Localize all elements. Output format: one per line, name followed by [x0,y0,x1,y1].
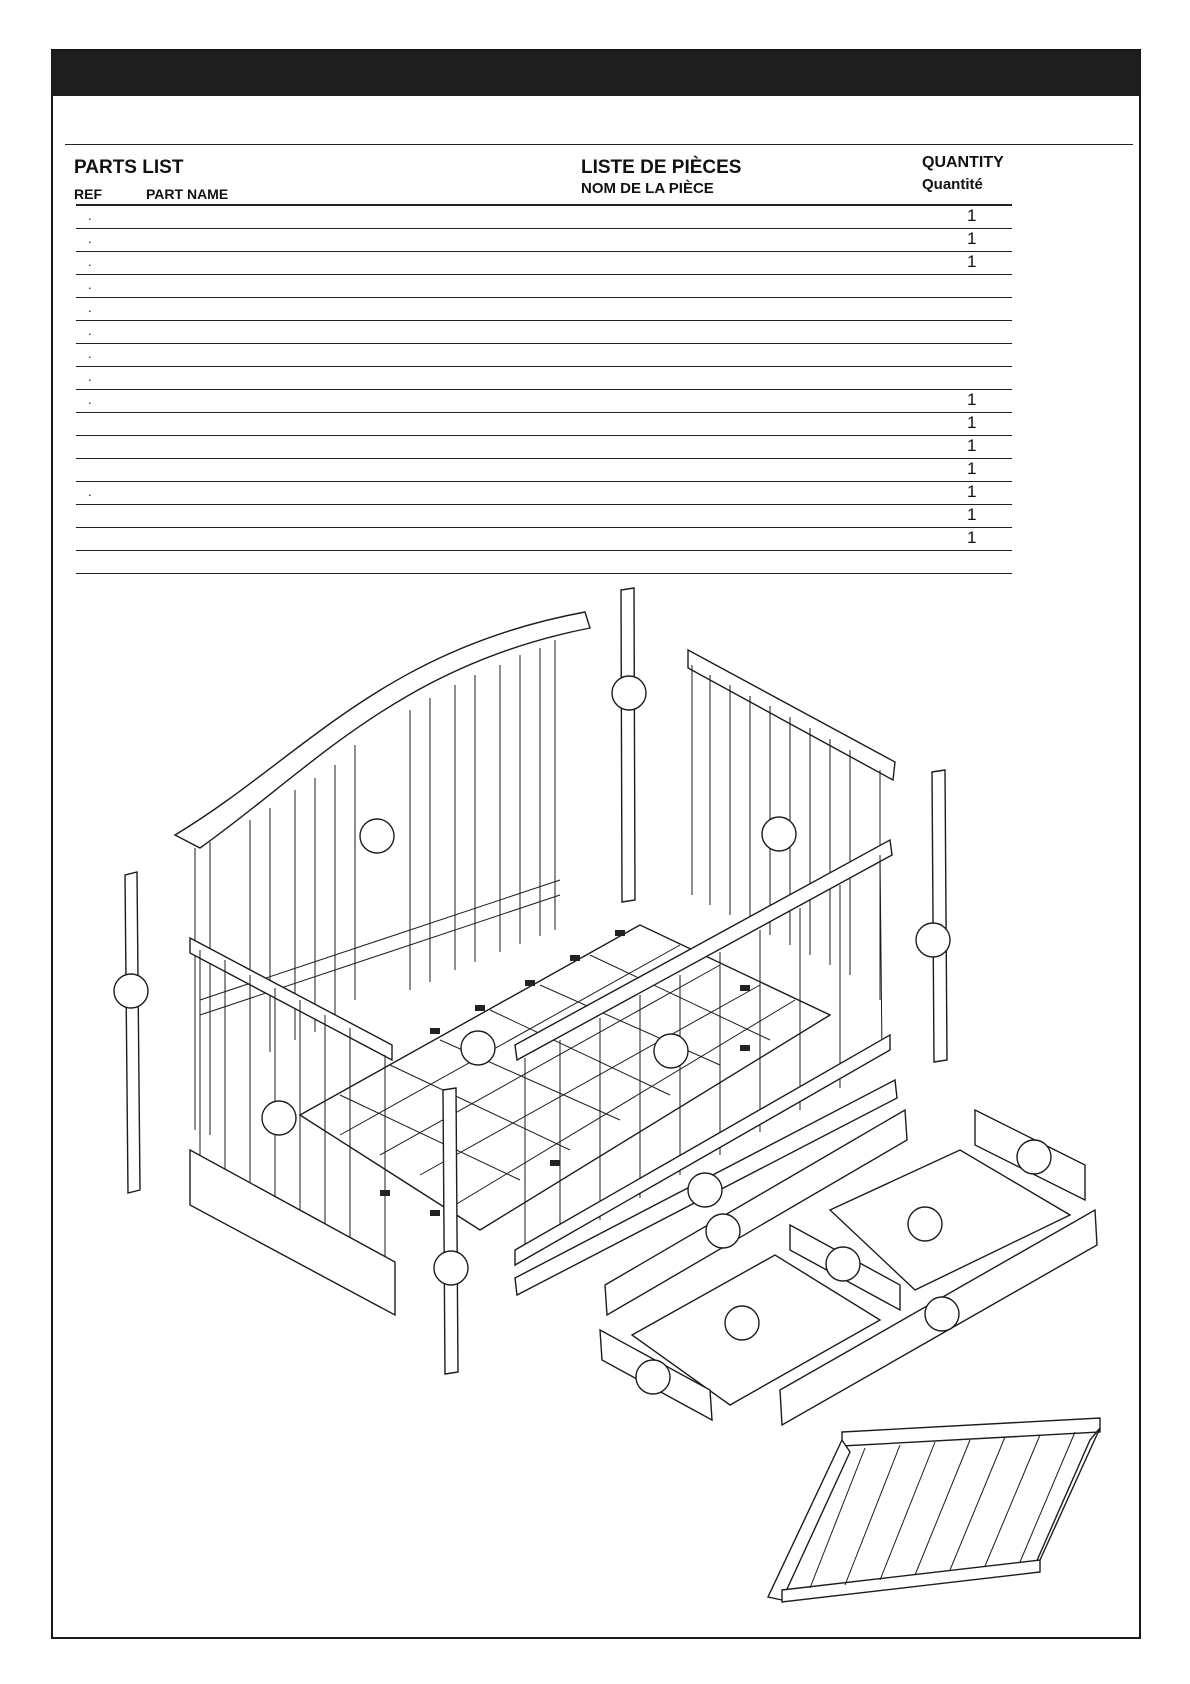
callout-circle [654,1034,688,1068]
row-quantity: 1 [967,413,977,432]
row-quantity: 1 [967,459,977,478]
part-name-column-header-fr: NOM DE LA PIÈCE [581,180,714,197]
row-ref: . [88,484,92,499]
callout-circle [925,1297,959,1331]
ref-column-header: REF [74,186,102,202]
right-post [932,770,947,1062]
callout-circle [725,1306,759,1340]
part-name-column-header: PART NAME [146,186,229,202]
callout-circle [612,676,646,710]
callout-circle [434,1251,468,1285]
row-quantity: 1 [967,390,977,409]
row-ref: . [88,392,92,407]
parts-list-title-fr: LISTE DE PIÈCES [581,157,742,178]
callout-circle [688,1173,722,1207]
mattress-support [300,925,830,1230]
row-quantity: 1 [967,206,977,225]
row-quantity: 1 [967,252,977,271]
row-ref: . [88,277,92,292]
callout-circle [916,923,950,957]
row-ref: . [88,323,92,338]
callout-circle [762,817,796,851]
quantity-column-header-fr: Quantité [922,176,983,193]
callout-circle [1017,1140,1051,1174]
row-quantity: 1 [967,482,977,501]
callout-circle [360,819,394,853]
row-ref: . [88,208,92,223]
callout-circle [636,1360,670,1394]
callout-circle [114,974,148,1008]
callout-circle [262,1101,296,1135]
callout-circle [706,1214,740,1248]
callout-circle [908,1207,942,1241]
callout-circle [461,1031,495,1065]
row-quantity: 1 [967,436,977,455]
row-ref: . [88,231,92,246]
left-post [125,872,140,1193]
row-ref: . [88,346,92,361]
row-ref: . [88,300,92,315]
quantity-column-header: QUANTITY [922,154,1004,171]
row-quantity: 1 [967,505,977,524]
row-ref: . [88,369,92,384]
row-quantity: 1 [967,229,977,248]
toddler-guard-rail [768,1418,1100,1602]
row-ref: . [88,254,92,269]
row-quantity: 1 [967,528,977,547]
back-post [621,588,635,902]
callout-circle [826,1247,860,1281]
front-post [443,1088,458,1374]
parts-list-title: PARTS LIST [74,157,184,178]
